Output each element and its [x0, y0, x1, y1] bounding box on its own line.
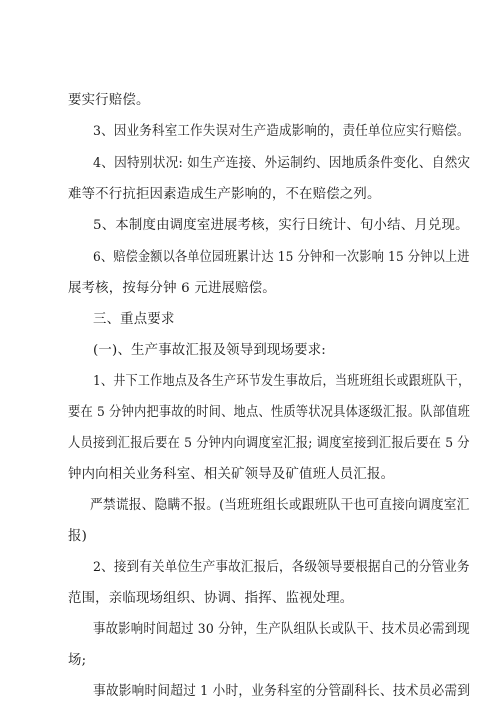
- text-line: 范围，亲临现场组织、协调、指挥、监视处理。: [68, 591, 354, 606]
- text-line: 1、井下工作地点及各生产环节发生事故后，当班班组长或跟班队干，: [93, 374, 471, 389]
- text-line: 5、本制度由调度室进展考核，实行日统计、旬小结、月兑现。: [93, 218, 469, 233]
- text-line: 事故影响时间超过 30 分钟，生产队组队长或队干、技术员必需到现: [93, 622, 470, 637]
- text-line: 人员接到汇报后要在 5 分钟内向调度室汇报; 调度室接到汇报后要在 5 分: [68, 436, 470, 451]
- section-heading: 三、重点要求: [93, 312, 175, 327]
- text-line: 场;: [68, 653, 87, 668]
- text-line: 3、因业务科室工作失误对生产造成影响的，责任单位应实行赔偿。: [93, 124, 470, 139]
- text-line: 钟内向相关业务科室、相关矿领导及矿值班人员汇报。: [68, 467, 395, 482]
- text-line: 报): [68, 529, 88, 544]
- text-line: 要实行赔偿。: [68, 93, 150, 108]
- text-line: 4、因特别状况: 如生产连接、外运制约、因地质条件变化、自然灾: [93, 156, 471, 171]
- text-line: 6、赔偿金额以各单位园班累计达 15 分钟和一次影响 15 分钟以上进: [93, 250, 470, 265]
- text-line: 2、接到有关单位生产事故汇报后，各级领导要根据自己的分管业务: [93, 560, 470, 575]
- text-line: 难等不行抗拒因素造成生产影响的，不在赔偿之列。: [68, 187, 381, 202]
- text-line: 事故影响时间超过 1 小时，业务科室的分管副科长、技术员必需到: [93, 684, 471, 699]
- text-line: 展考核，按每分钟 6 元进展赔偿。: [68, 281, 276, 296]
- text-line: 严禁谎报、隐瞒不报。(当班班组长或跟班队干也可直接向调度室汇: [90, 498, 470, 513]
- subsection-heading: (一)、生产事故汇报及领导到现场要求:: [93, 343, 327, 358]
- text-line: 要在 5 分钟内把事故的时间、地点、性质等状况具体逐级汇报。队部值班: [68, 405, 471, 420]
